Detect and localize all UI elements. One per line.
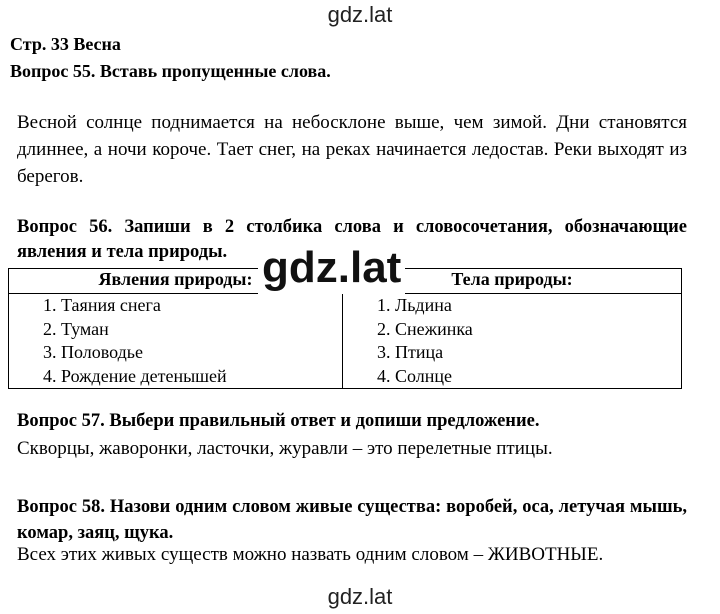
question-57-answer: Скворцы, жаворонки, ласточки, журавли – это перелетные птицы. bbox=[17, 438, 553, 459]
bodies-column bbox=[343, 294, 682, 389]
question-56-title: Вопрос 56. Запиши в 2 столбика слова и словосочетания, обозначающие явления и тела природы. bbox=[17, 217, 687, 262]
list-item: 2. Туман bbox=[61, 318, 342, 342]
watermark-bottom: gdz.lat bbox=[327, 584, 393, 609]
list-item: 1. Льдина bbox=[395, 294, 681, 318]
question-55-title: Вопрос 55. Вставь пропущенные слова. bbox=[10, 61, 331, 81]
list-item: 3. Птица bbox=[395, 341, 681, 365]
table-header-phenomena: Явления природы: bbox=[9, 269, 343, 294]
question-58-answer: Всех этих живых существ можно назвать одним словом – ЖИВОТНЫЕ. bbox=[17, 544, 604, 565]
question-55-text: Весной солнце поднимается на небосклоне выше, чем зимой. Дни становятся длиннее, а ночи короче. Тает снег, на реках начинается ледостав. Реки выходят из берегов. bbox=[17, 112, 687, 187]
list-item: 1. Таяния снега bbox=[61, 294, 342, 318]
phenomena-list bbox=[9, 294, 342, 388]
bodies-list bbox=[343, 294, 681, 388]
list-item: 2. Снежинка bbox=[395, 318, 681, 342]
watermark-top: gdz.lat bbox=[327, 2, 393, 27]
question-58-title: Вопрос 58. Назови одним словом живые существа: воробей, оса, летучая мышь, комар, заяц, щука. bbox=[17, 497, 687, 543]
phenomena-column bbox=[9, 294, 343, 389]
question-57-title: Вопрос 57. Выбери правильный ответ и допиши предложение. bbox=[17, 411, 540, 431]
table-header-bodies: Тела природы: bbox=[343, 269, 682, 294]
list-item: 4. Солнце bbox=[395, 365, 681, 389]
list-item: 4. Рождение детенышей bbox=[61, 365, 342, 389]
list-item: 3. Половодье bbox=[61, 341, 342, 365]
page-header: Стр. 33 Весна bbox=[10, 34, 121, 54]
watermark-center: gdz.lat bbox=[258, 242, 405, 294]
